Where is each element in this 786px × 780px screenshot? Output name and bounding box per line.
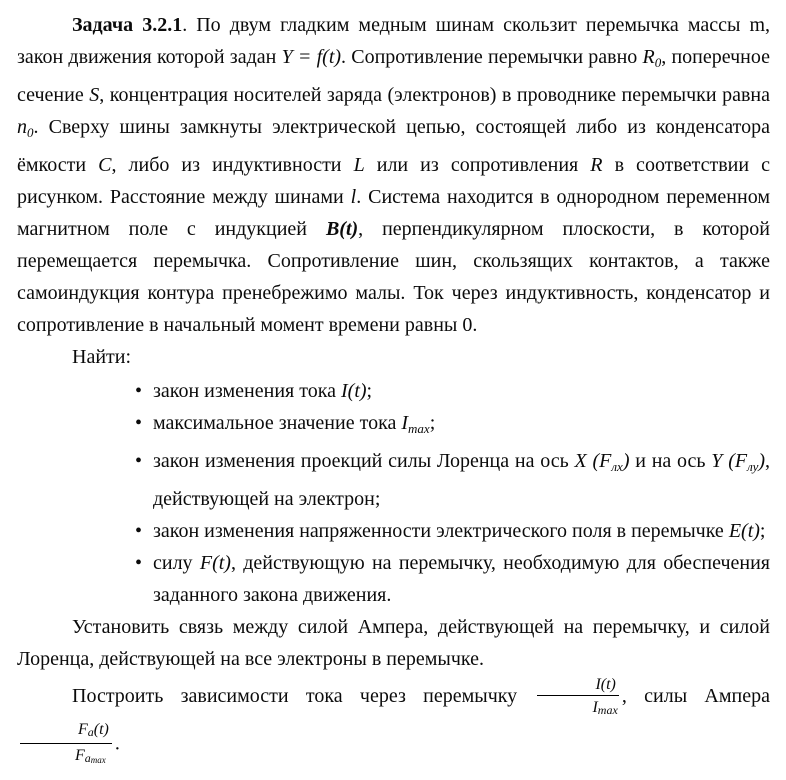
text-run: максимальное значение тока [153, 412, 402, 434]
math-subscript: 0 [654, 55, 662, 70]
text-run: ; [429, 412, 436, 434]
math-subscript-a: a [84, 751, 91, 765]
text-run: . Сверху шины замкнуты электрической цепью, состоящей либо из конденсатора ёмкости [17, 116, 770, 176]
math-subscript-max: max [408, 421, 430, 436]
find-label: Найти: [72, 346, 132, 368]
text-run: Построить зависимости тока через перемычку [72, 685, 535, 708]
text-run: и на ось [629, 450, 712, 472]
bullet-icon: • [135, 412, 143, 434]
math-paren-t: (t) [93, 721, 109, 738]
text-run: или из сопротивления [364, 154, 591, 176]
text-run: в соответствии с рисунком. Расстояние между шинами [17, 154, 770, 208]
fraction-denominator [20, 744, 112, 770]
text-run: , перпендикулярном плоскости, в которой перемещается перемычка. Сопротивление шин, скользящих контактов, а также самоиндукция контура пренебрежимо малы. Ток через индуктивность, конденсатор и сопротивление в начальный момент времени равны 0. [17, 218, 770, 336]
text-run: , действующей на электрон; [153, 450, 771, 510]
math-subsubscript-max: max [90, 755, 106, 765]
bullet-icon: • [135, 380, 143, 402]
plot-task-paragraph [17, 675, 770, 770]
math-var-i: I [592, 699, 598, 716]
math-var-i-t: I(t) [341, 380, 367, 402]
math-var-x-axis: X [574, 450, 587, 472]
math-var-r: R [642, 46, 655, 68]
bullet-icon: • [135, 520, 143, 542]
fraction-numerator: I(t) [537, 675, 618, 696]
math-subscript-a: a [87, 725, 94, 739]
math-var-n: n [17, 116, 27, 138]
math-subscript-max: max [597, 703, 618, 717]
text-run: . По двум гладким медным шинам скользит перемычка массы m, закон движения которой задан [17, 14, 770, 68]
problem-statement-paragraph [17, 9, 770, 341]
math-var-e-t: E(t) [728, 520, 760, 542]
task-item-lorentz-projections [135, 445, 770, 515]
math-paren: ) [758, 450, 766, 472]
text-run: силу [153, 552, 200, 574]
text-run: . Система находится в однородном переменном магнитном поле с индукцией [17, 186, 770, 240]
text-run: , концентрация носителей заряда (электронов) в проводнике перемычки равна [99, 84, 771, 106]
math-var-f-lorentz-y: (F [728, 450, 748, 472]
text-run: , действующую на перемычку, необходимую для обеспечения заданного закона движения. [153, 552, 771, 606]
math-var-s: S [89, 84, 100, 106]
math-subscript-ly: лу [747, 459, 759, 474]
fraction-ampere-ratio [20, 720, 112, 770]
math-var-l-distance: l [350, 186, 357, 208]
math-var-f: F [78, 721, 88, 738]
text-run: закон изменения проекций силы Лоренца на ось [153, 450, 575, 472]
text-run: . [114, 732, 120, 755]
task-item-force [135, 547, 770, 611]
task-list [17, 375, 770, 611]
fraction-denominator [537, 696, 618, 720]
text-run: . Сопротивление перемычки равно [341, 46, 643, 68]
text-run: закон изменения тока [153, 380, 341, 402]
math-var-f-lorentz-x: (F [592, 450, 612, 472]
text-run: , силы Ампера [621, 685, 770, 708]
task-item-max-current [135, 407, 770, 445]
task-item-electric-field [135, 515, 770, 547]
math-var-i: I [401, 412, 409, 434]
text-run: закон изменения напряженности электрического поля в перемычке [153, 520, 729, 542]
math-var-f: F [75, 747, 85, 764]
text-run: ; [759, 520, 766, 542]
math-var-b-t: B(t) [325, 218, 359, 240]
problem-number-title: Задача 3.2.1 [72, 14, 183, 36]
text-run: , поперечное сечение [17, 46, 770, 106]
math-var-l-inductance: L [353, 154, 365, 176]
math-var-y-ft: Y = f(t) [281, 46, 342, 68]
ampere-lorentz-relation-paragraph [17, 611, 770, 675]
fraction-current-ratio [537, 675, 618, 720]
math-paren: ) [622, 450, 630, 472]
bullet-icon: • [135, 450, 143, 472]
text-run: ; [366, 380, 373, 402]
text-run: Установить связь между силой Ампера, действующей на перемычку, и силой Лоренца, действующей на все электроны в перемычке. [17, 616, 770, 670]
find-heading [17, 341, 770, 373]
math-subscript-lx: лх [611, 459, 623, 474]
math-var-f-t: F(t) [199, 552, 231, 574]
text-run: , либо из индуктивности [111, 154, 354, 176]
math-subscript: 0 [27, 125, 34, 140]
math-var-c: C [98, 154, 112, 176]
task-item-current-law [135, 375, 770, 407]
math-var-r-resistance: R [590, 154, 603, 176]
bullet-icon: • [135, 552, 143, 574]
math-var-y-axis: Y [711, 450, 723, 472]
fraction-numerator [20, 720, 112, 744]
